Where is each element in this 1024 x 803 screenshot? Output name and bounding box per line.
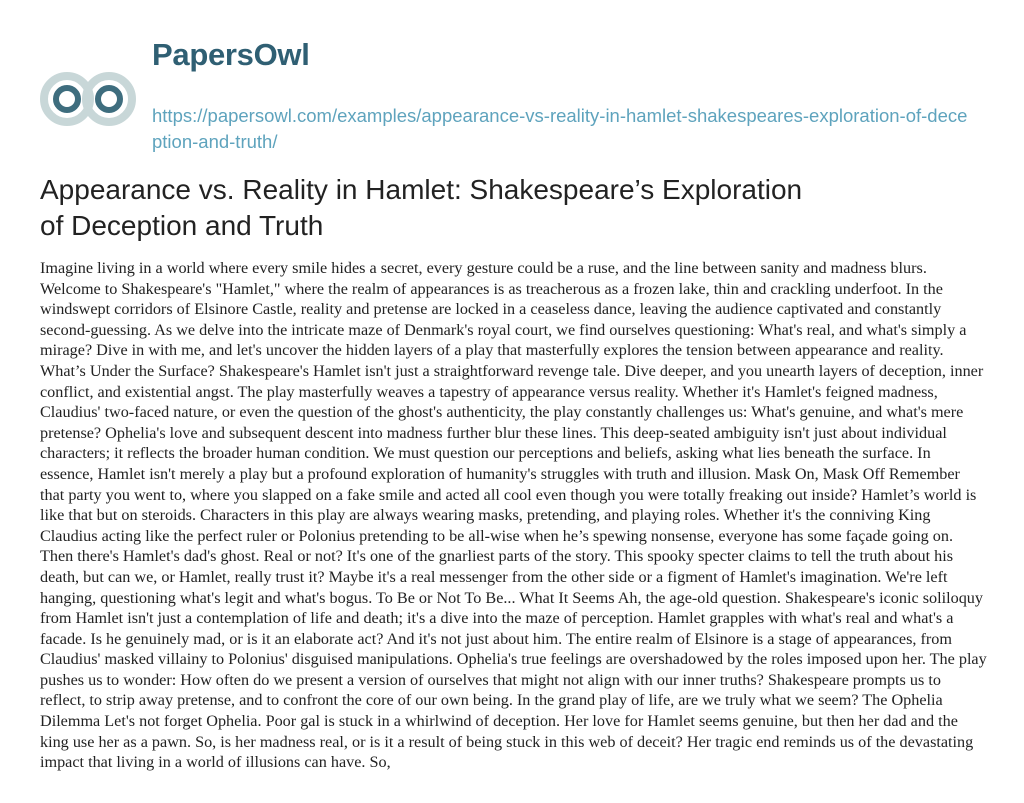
article-title: Appearance vs. Reality in Hamlet: Shakespeare’s Exploration of Deception and Truth (40, 174, 803, 241)
owl-eyes-icon (40, 59, 136, 139)
article-body: Imagine living in a world where every smile hides a secret, every gesture could be a ruse, and the line between sanity and madness blurs. Welcome to Shakespeare's "Hamlet," where the realm of appearances is as treacherous as a frozen lake, thin and crackling underfoot. In the windswept corridors of Elsinore Castle, reality and pretense are locked in a ceaseless dance, leaving the audience captivated and constantly second-guessing. As we delve into the intricate maze of Denmark's royal court, we find ourselves questioning: What's real, and what's simply a mirage? Dive in with me, and let's uncover the hidden layers of a play that masterfully explores the tension between appearance and reality. What’s Under the Surface? Shakespeare's Hamlet isn't just a straightforward revenge tale. Dive deeper, and you unearth layers of deception, inner conflict, and existential angst. The play masterfully weaves a tapestry of appearance versus reality. Whether it's Hamlet's feigned madness, Claudius' two-faced nature, or even the question of the ghost's authenticity, the play constantly challenges us: What's genuine, and what's mere pretense? Ophelia's love and subsequent descent into madness further blur these lines. This deep-seated ambiguity isn't just about individual characters; it reflects the broader human condition. We must question our perceptions and beliefs, asking what lies beneath the surface. In essence, Hamlet isn't merely a play but a profound exploration of humanity's struggles with truth and illusion. Mask On, Mask Off Remember that party you went to, where you slapped on a fake smile and acted all cool even though you were totally freaking out inside? Hamlet’s world is like that but on steroids. Characters in this play are always wearing masks, pretending, and playing roles. Whether it's the conniving King Claudius acting like the perfect ruler or Polonius pretending to be all-wise when he’s spewing nonsense, everyone has some façade going on. Then there's Hamlet's dad's ghost. Real or not? It's one of the gnarliest parts of the story. This spooky specter claims to tell the truth about his death, but can we, or Hamlet, really trust it? Maybe it's a real messenger from the other side or a figment of Hamlet's imagination. We're left hanging, questioning what's legit and what's bogus. To Be or Not To Be... What It Seems Ah, the age-old question. Shakespeare's iconic soliloquy from Hamlet isn't just a contemplation of life and death; it's a dive into the maze of perception. Hamlet grapples with what's real and what's a facade. Is he genuinely mad, or is it an elaborate act? And it's not just about him. The entire realm of Elsinore is a stage of appearances, from Claudius' masked villainy to Polonius' disguised manipulations. Ophelia's true feelings are overshadowed by the roles imposed upon her. The play pushes us to wonder: How often do we present a version of ourselves that might not align with our inner truths? Shakespeare prompts us to reflect, to strip away pretense, and to confront the core of our own being. In the grand play of life, are we truly what we seem? The Ophelia Dilemma Let's not forget Ophelia. Poor gal is stuck in a whirlwind of deception. Her love for Hamlet seems genuine, but then her dad and the king use her as a pawn. So, is her madness real, or is it a result of being stuck in this web of deceit? Her tragic end reminds us of the devastating impact that living in a world of illusions can have. So, (40, 259, 987, 772)
source-url-link[interactable]: https://papersowl.com/examples/appearance-vs-reality-in-hamlet-shakespeares-exploration-of-deception-and-truth/ (152, 105, 968, 152)
brand-name[interactable]: PapersOwl (152, 37, 310, 72)
